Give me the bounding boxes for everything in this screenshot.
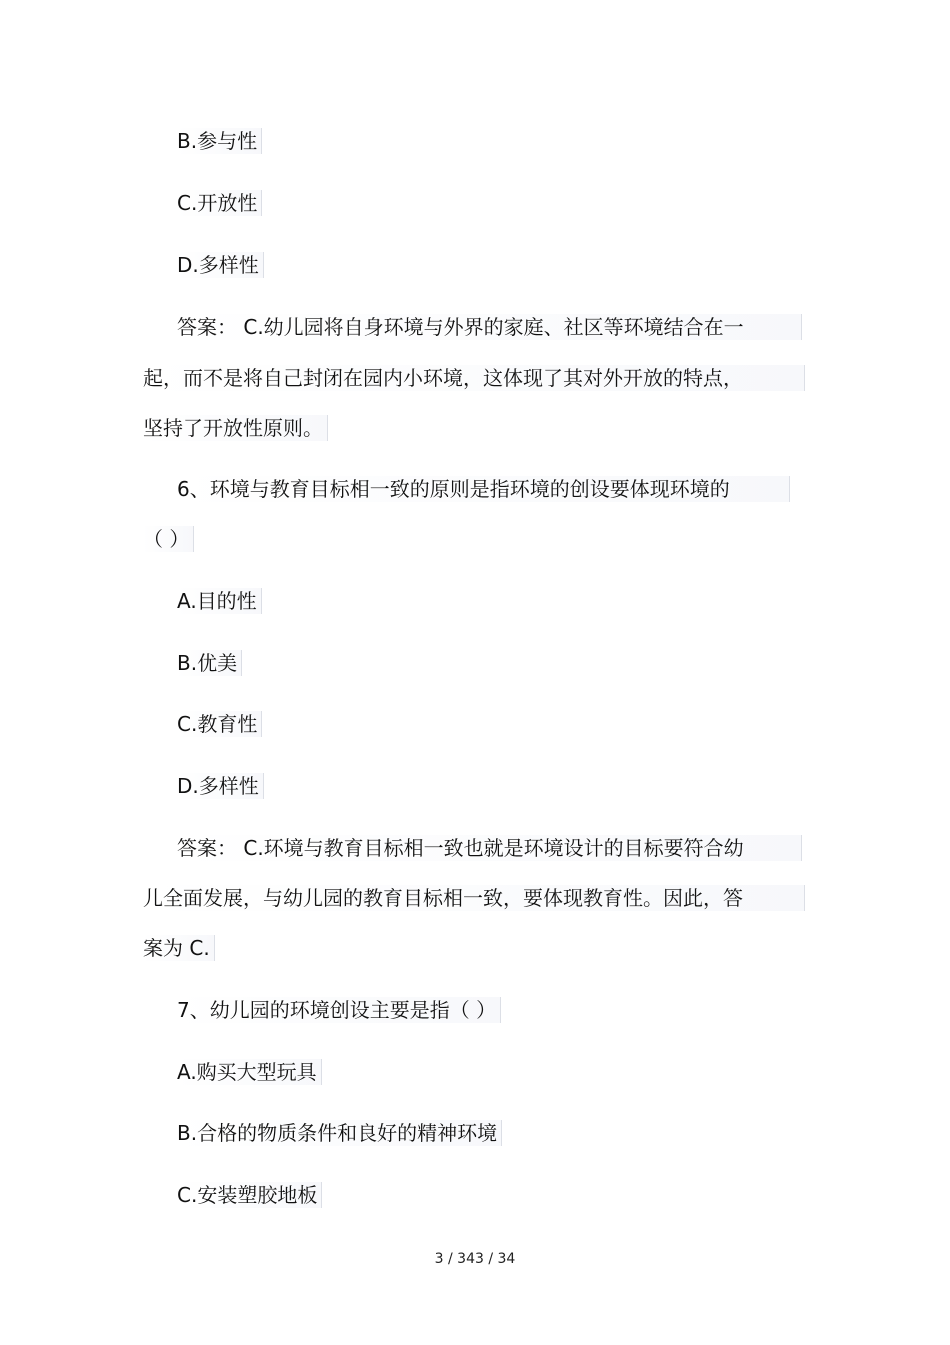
option-b-q7: B.合格的物质条件和良好的精神环境 bbox=[177, 1120, 502, 1146]
option-a-q6: A.目的性 bbox=[177, 588, 262, 614]
option-a-q7: A.购买大型玩具 bbox=[177, 1059, 322, 1085]
answer-q6-line1: 答案： C.环境与教育目标相一致也就是环境设计的目标要符合幼 bbox=[177, 835, 802, 861]
question-6-line2: （ ） bbox=[143, 526, 194, 552]
answer-q5-line3: 坚持了开放性原则。 bbox=[143, 415, 328, 441]
answer-q6-line2: 儿全面发展，与幼儿园的教育目标相一致，要体现教育性。因此，答 bbox=[143, 885, 805, 911]
question-7: 7、幼儿园的环境创设主要是指（ ） bbox=[177, 997, 501, 1023]
option-c-q7: C.安装塑胶地板 bbox=[177, 1182, 322, 1208]
option-d-q6: D.多样性 bbox=[177, 773, 264, 799]
option-b-q5: B.参与性 bbox=[177, 128, 262, 154]
answer-q5-line1: 答案： C.幼儿园将自身环境与外界的家庭、社区等环境结合在一 bbox=[177, 314, 802, 340]
page-number: 3 / 343 / 34 bbox=[434, 1251, 516, 1267]
answer-q6-line3: 案为 C. bbox=[143, 935, 215, 961]
option-b-q6: B.优美 bbox=[177, 650, 242, 676]
option-d-q5: D.多样性 bbox=[177, 252, 264, 278]
question-6-line1: 6、环境与教育目标相一致的原则是指环境的创设要体现环境的 bbox=[177, 476, 790, 502]
option-c-q5: C.开放性 bbox=[177, 190, 262, 216]
option-c-q6: C.教育性 bbox=[177, 711, 262, 737]
answer-q5-line2: 起，而不是将自己封闭在园内小环境，这体现了其对外开放的特点， bbox=[143, 365, 805, 391]
